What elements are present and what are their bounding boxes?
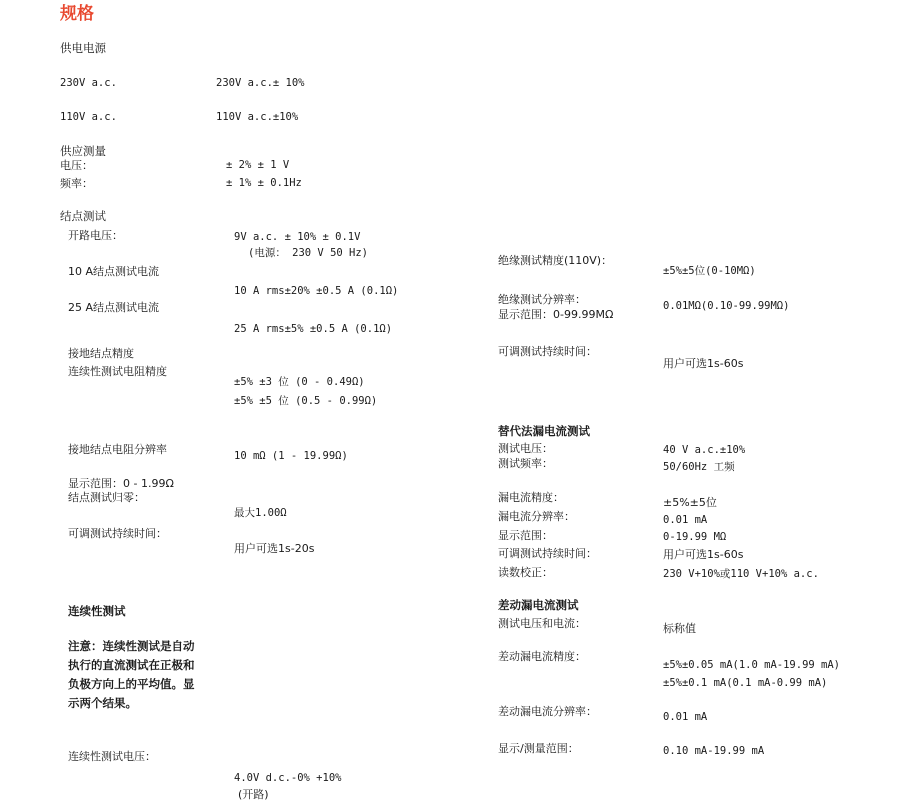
- power-110-value: 110V a.c.±10%: [216, 111, 299, 123]
- leak-range-value: 0-19.99 MΩ: [663, 531, 727, 543]
- continuity-voltage-note: (开路): [238, 788, 269, 801]
- substitute-heading: 替代法漏电流测试: [498, 424, 590, 438]
- accuracy-value-2: ±5% ±5 位 (0.5 - 0.99Ω): [234, 395, 378, 407]
- continuity-voltage-label: 连续性测试电压：: [68, 750, 156, 763]
- leak-range-label: 显示范围：: [498, 529, 553, 542]
- open-voltage-note: (电源： 230 V 50 Hz): [248, 247, 369, 259]
- supply-frequency-label: 频率：: [60, 177, 93, 190]
- differential-accuracy-value-2: ±5%±0.1 mA(0.1 mA-0.99 mA): [663, 677, 828, 689]
- page-title: 规格: [60, 4, 94, 24]
- power-230-value: 230V a.c.± 10%: [216, 77, 305, 89]
- substitute-voltage-value: 40 V a.c.±10%: [663, 444, 746, 456]
- insulation-accuracy-value: ±5%±5位(0-10MΩ): [663, 265, 756, 277]
- current-10a-value: 10 A rms±20% ±0.5 A (0.1Ω): [234, 285, 399, 297]
- differential-accuracy-value-1: ±5%±0.05 mA(1.0 mA-19.99 mA): [663, 659, 841, 671]
- supply-voltage-label: 电压：: [60, 159, 93, 172]
- continuity-note-line: 执行的直流测试在正极和: [68, 658, 195, 672]
- zero-label: 结点测试归零：: [68, 491, 145, 504]
- continuity-note-line: 注意：连续性测试是自动: [68, 639, 195, 653]
- differential-resolution-label: 差动漏电流分辨率：: [498, 705, 597, 718]
- junction-duration-label: 可调测试持续时间：: [68, 527, 167, 540]
- continuity-note-line: 示两个结果。: [68, 696, 137, 710]
- substitute-duration-label: 可调测试持续时间：: [498, 547, 597, 560]
- resolution-value: 10 mΩ (1 - 19.99Ω): [234, 450, 348, 462]
- insulation-duration-label: 可调测试持续时间：: [498, 345, 597, 358]
- differential-vc-value: 标称值: [663, 622, 696, 635]
- substitute-duration-value: 用户可选1s-60s: [663, 548, 744, 561]
- continuity-heading: 连续性测试: [68, 604, 126, 618]
- differential-resolution-value: 0.01 mA: [663, 711, 708, 723]
- zero-value: 最大1.00Ω: [234, 507, 287, 519]
- differential-range-label: 显示/测量范围：: [498, 742, 579, 755]
- differential-vc-label: 测试电压和电流：: [498, 617, 586, 630]
- leak-resolution-label: 漏电流分辨率：: [498, 510, 575, 523]
- leak-accuracy-label: 漏电流精度：: [498, 491, 564, 504]
- insulation-display-range: 显示范围：0-99.99MΩ: [498, 308, 614, 321]
- current-25a-label: 25 A结点测试电流: [68, 301, 160, 314]
- continuity-note-line: 负极方向上的平均值。显: [68, 677, 195, 691]
- junction-duration-value: 用户可选1s-20s: [234, 542, 315, 555]
- insulation-resolution-label: 绝缘测试分辨率：: [498, 293, 586, 306]
- supply-frequency-value: ± 1% ± 0.1Hz: [226, 177, 302, 189]
- substitute-frequency-value: 50/60Hz 工频: [663, 461, 735, 473]
- open-voltage-value: 9V a.c. ± 10% ± 0.1V: [234, 231, 361, 243]
- calibration-label: 读数校正：: [498, 566, 553, 579]
- open-voltage-label: 开路电压：: [68, 229, 123, 242]
- current-10a-label: 10 A结点测试电流: [68, 265, 160, 278]
- differential-range-value: 0.10 mA-19.99 mA: [663, 745, 765, 757]
- insulation-duration-value: 用户可选1s-60s: [663, 357, 744, 370]
- leak-accuracy-value: ±5%±5位: [663, 496, 717, 509]
- power-heading: 供电电源: [60, 41, 106, 55]
- differential-heading: 差动漏电流测试: [498, 598, 579, 612]
- continuity-accuracy-label: 连续性测试电阻精度: [68, 365, 167, 378]
- accuracy-value-1: ±5% ±3 位 (0 - 0.49Ω): [234, 376, 365, 388]
- supply-voltage-value: ± 2% ± 1 V: [226, 159, 290, 171]
- resolution-label: 接地结点电阻分辨率: [68, 443, 167, 456]
- substitute-frequency-label: 测试频率：: [498, 457, 553, 470]
- junction-heading: 结点测试: [60, 209, 106, 223]
- supply-measure-heading: 供应测量: [60, 144, 106, 158]
- ground-accuracy-label: 接地结点精度: [68, 347, 134, 360]
- leak-resolution-value: 0.01 mA: [663, 514, 708, 526]
- current-25a-value: 25 A rms±5% ±0.5 A (0.1Ω): [234, 323, 393, 335]
- power-230-label: 230V a.c.: [60, 77, 117, 89]
- continuity-voltage-value: 4.0V d.c.-0% +10%: [234, 772, 342, 784]
- substitute-voltage-label: 测试电压：: [498, 442, 553, 455]
- power-110-label: 110V a.c.: [60, 111, 117, 123]
- calibration-value: 230 V+10%或110 V+10% a.c.: [663, 568, 819, 580]
- insulation-accuracy-label: 绝缘测试精度(110V)：: [498, 254, 613, 267]
- differential-accuracy-label: 差动漏电流精度：: [498, 650, 586, 663]
- junction-display-range: 显示范围：0 - 1.99Ω: [68, 477, 174, 490]
- insulation-resolution-value: 0.01MΩ(0.10-99.99MΩ): [663, 300, 790, 312]
